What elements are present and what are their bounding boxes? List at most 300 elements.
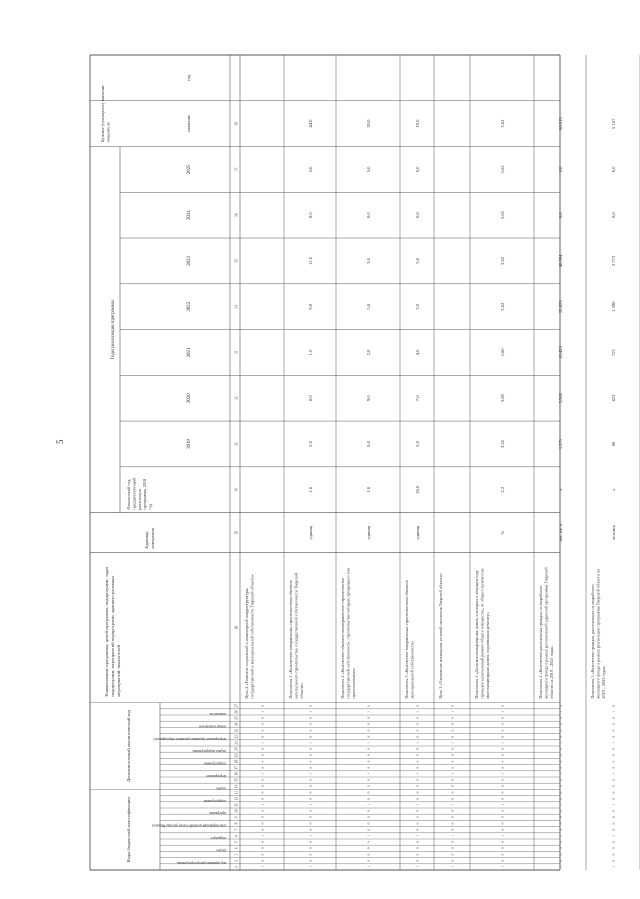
code-header-label: задача	[216, 786, 226, 791]
code-header-label: классификация целевой статьи расхода бюджета	[151, 823, 226, 828]
code-digit: 0	[366, 779, 371, 781]
code-digit: 0	[558, 717, 563, 719]
code-digit: 0	[500, 704, 505, 707]
code-digit: 1	[450, 804, 455, 806]
column-number: 29	[234, 530, 239, 535]
code-digit: 1	[450, 835, 455, 837]
code-digit: 1	[366, 804, 371, 806]
row-value: 3,62	[500, 211, 505, 220]
row-value: 5,0	[366, 303, 371, 310]
code-digit: 0	[308, 779, 313, 781]
code-digit: 0	[308, 785, 313, 788]
row-value: 1,0	[308, 349, 313, 356]
code-digit: 0	[500, 785, 505, 788]
code-digit: 0	[308, 791, 313, 794]
code-digit: 0	[558, 766, 563, 769]
row-value: 721	[611, 348, 616, 356]
code-digit: 0	[308, 841, 313, 843]
row-name: проведен капитальный ремонт общего имущества, от общего количества	[479, 568, 485, 699]
row-value: 18,0	[415, 485, 420, 494]
code-digit: 0	[260, 766, 265, 769]
code-digit: 1	[500, 866, 505, 868]
header-year-2024: 2024	[187, 210, 192, 220]
code-digit: 0	[500, 748, 505, 750]
code-digit: 1	[308, 773, 313, 775]
code-digit: 0	[260, 717, 265, 719]
header-name-column: подпрограмм, мероприятий подпрограмм, административных	[110, 575, 115, 697]
row-value: 4,0	[415, 349, 420, 356]
code-digit: 0	[558, 828, 563, 831]
code-digit: 0	[366, 723, 371, 726]
column-number: 26	[234, 710, 239, 714]
row-unit: единиц	[366, 525, 371, 540]
code-digit: 0	[500, 810, 505, 812]
code-digit: 0	[500, 735, 505, 738]
header-name-column: Наименование программы, целей программы, подпрограмм, задач	[104, 566, 109, 697]
column-number: 7	[234, 828, 239, 831]
code-digit: 0	[558, 785, 563, 788]
row-value: 5,0	[366, 166, 371, 173]
code-digit: 0	[415, 822, 420, 825]
row-name: многоквартирных домов, подлежащих ремонту»	[484, 612, 490, 699]
code-digit: 1	[415, 742, 420, 744]
column-number: 28	[234, 625, 239, 630]
code-digit: 0	[450, 841, 455, 843]
row-value: 1,0	[308, 486, 313, 493]
column-number: 22	[234, 734, 239, 739]
table-rotated-group	[90, 55, 640, 870]
column-number: 30	[234, 487, 239, 492]
code-digit: 0	[500, 828, 505, 831]
column-number: 35	[234, 259, 239, 263]
code-digit: 0	[415, 766, 420, 769]
code-digit: 0	[611, 760, 616, 763]
header-fin-year: реализации	[136, 489, 142, 510]
code-digit: 0	[260, 828, 265, 831]
code-digit: 0	[366, 717, 371, 719]
code-digit: 0	[415, 717, 420, 719]
code-digit: 1	[500, 804, 505, 806]
column-number: 27	[234, 703, 239, 708]
column-number: 2	[234, 859, 239, 862]
code-digit: 0	[611, 816, 616, 819]
row-name: области»	[298, 682, 304, 699]
code-digit: 0	[558, 822, 563, 825]
code-digit: 0	[260, 754, 265, 757]
code-digit: 0	[558, 754, 563, 757]
code-digit: 0	[260, 847, 265, 850]
code-digit: 0	[611, 723, 616, 726]
code-digit: 0	[415, 735, 420, 738]
code-digit: 1	[558, 835, 563, 837]
row-value: 9,0	[308, 303, 313, 310]
code-digit: 0	[415, 847, 420, 850]
code-digit: 0	[450, 754, 455, 757]
code-digit: 1	[260, 866, 265, 868]
code-digit: 1	[500, 711, 505, 713]
header-year-2025: 2025	[187, 164, 192, 175]
row-value: х	[558, 488, 563, 491]
code-digit: 1	[558, 804, 563, 806]
code-digit: 0	[260, 841, 265, 843]
code-digit: 0	[366, 810, 371, 812]
rotated-table-sheet	[90, 55, 616, 870]
code-digit: 0	[450, 847, 455, 850]
row-value: 22,823	[558, 300, 563, 314]
code-digit: 0	[260, 816, 265, 819]
code-digit: 0	[611, 828, 616, 831]
code-digit: 0	[308, 704, 313, 707]
code-digit: 0	[558, 853, 563, 856]
row-value: 0,0	[611, 212, 616, 219]
code-digit: 1	[611, 804, 616, 806]
code-digit: 0	[308, 816, 313, 819]
code-digit: 0	[450, 735, 455, 738]
row-name: области на 2019 – 2025 годы»	[548, 645, 554, 699]
column-number: 1	[234, 866, 239, 868]
code-digit: 0	[611, 766, 616, 769]
header-unit-column: измерения	[150, 528, 155, 549]
code-digit: 1	[558, 742, 563, 744]
code-digit: 1	[500, 773, 505, 775]
code-digit: 0	[260, 810, 265, 812]
code-digit: 0	[450, 766, 455, 769]
code-digit: 0	[611, 735, 616, 738]
code-digit: 0	[415, 779, 420, 781]
column-number: 37	[234, 167, 239, 172]
code-digit: 0	[308, 828, 313, 831]
header-target-year: год	[186, 74, 191, 82]
code-digit: 0	[450, 704, 455, 707]
code-digit: 0	[558, 841, 563, 843]
code-digit: 1	[415, 835, 420, 837]
row-name: Показатель 2 «Количество объектов незавершенного строительства	[340, 578, 345, 699]
code-digit: 0	[611, 785, 616, 788]
code-digit: 0	[611, 847, 616, 850]
row-value: 2,0	[308, 441, 313, 447]
code-digit: 1	[611, 835, 616, 837]
code-digit: 1	[308, 742, 313, 744]
code-digit: 1	[260, 835, 265, 837]
code-digit: 1	[308, 866, 313, 868]
row-value: 0,0	[558, 166, 563, 173]
row-value: х	[611, 488, 616, 491]
budget-table	[90, 55, 616, 870]
column-number: 9	[234, 816, 239, 819]
row-target-value: 39,0	[366, 119, 371, 128]
column-number: 24	[234, 722, 239, 727]
row-name: приостановлено»	[350, 667, 356, 699]
header-target-group: Целевое (суммарное) значение	[100, 84, 105, 143]
row-value: 1,271	[558, 438, 563, 450]
code-digit: 0	[611, 797, 616, 800]
code-digit: 0	[415, 760, 420, 763]
code-header-label: раздел	[216, 848, 226, 853]
row-name: Показатель 3 «Количество завершенных строительством объектов	[404, 580, 409, 699]
code-digit: 0	[500, 717, 505, 719]
code-digit: 0	[366, 828, 371, 831]
code-digit: 1	[611, 773, 616, 775]
code-digit: 0	[260, 797, 265, 800]
row-value: 48,994	[558, 254, 563, 268]
row-name: государственной собственности, строительство которых прекращено или	[345, 567, 351, 699]
code-digit: 1	[611, 742, 616, 744]
code-digit: 0	[260, 791, 265, 794]
column-number: 34	[234, 304, 239, 309]
code-digit: 0	[500, 791, 505, 794]
code-digit: 1	[415, 866, 420, 868]
code-digit: 0	[450, 859, 455, 862]
page-number: 5	[55, 439, 65, 444]
row-value: 0,0	[366, 212, 371, 219]
code-digit: 0	[260, 748, 265, 750]
code-header-label: номер показателя	[199, 724, 226, 729]
code-digit: 0	[450, 723, 455, 726]
row-target-value: 19,0	[415, 119, 420, 128]
code-digit: 1	[415, 773, 420, 775]
code-digit: 0	[450, 810, 455, 812]
code-digit: 0	[558, 816, 563, 819]
code-header-label: показатель	[209, 712, 226, 716]
column-number: 25	[234, 716, 239, 720]
row-value: 11,0	[308, 256, 313, 265]
header-year-2020: 2020	[187, 393, 192, 403]
code-digit: 0	[558, 760, 563, 763]
code-digit: 0	[308, 822, 313, 825]
row-name: Показатель 1 «Доля многоквартирных домов, в которых в текущем году	[474, 570, 479, 699]
code-header-label: код администратора программы	[177, 860, 226, 865]
row-value: 0,0	[558, 212, 563, 219]
code-digit: 0	[260, 853, 265, 856]
row-target-value: 88,913	[558, 117, 563, 130]
row-value: 68	[611, 441, 616, 447]
code-digit: 1	[558, 711, 563, 713]
code-header-label: задача подпрограммы	[192, 749, 226, 754]
header-budget-codes: Коды бюджетной классификации	[126, 797, 131, 863]
header-fin-year: год	[147, 503, 153, 510]
code-digit: 0	[260, 785, 265, 788]
header-fin-year: Финансовый год,	[126, 478, 131, 510]
code-digit: 0	[500, 859, 505, 862]
code-digit: 0	[558, 704, 563, 707]
code-digit: 0	[308, 859, 313, 862]
code-digit: 0	[260, 779, 265, 781]
code-digit: 0	[415, 797, 420, 800]
code-digit: 0	[260, 760, 265, 763]
code-digit: 0	[308, 748, 313, 750]
code-digit: 0	[415, 723, 420, 726]
column-number: 32	[234, 396, 239, 400]
row-name: Показатель 2 «Количество расселенных граждан из аварийного	[538, 585, 543, 699]
code-digit: 0	[450, 853, 455, 856]
code-digit: 0	[366, 729, 371, 732]
code-digit: 0	[500, 729, 505, 732]
row-value: 2,0	[366, 349, 371, 356]
row-value: 3,60	[500, 394, 505, 403]
row-name: жилищного фонда в рамках реализации программы Тверской области на	[595, 568, 601, 699]
row-value: 423	[611, 394, 616, 402]
column-number: 36	[234, 213, 239, 217]
column-number: 33	[234, 350, 239, 355]
code-digit: 0	[366, 791, 371, 794]
code-digit: 1	[500, 835, 505, 837]
code-digit: 0	[450, 816, 455, 819]
row-value: 9,0	[366, 395, 371, 402]
row-name: 2019 – 2025 годы»	[600, 665, 606, 699]
code-digit: 0	[611, 704, 616, 707]
code-digit: 0	[308, 717, 313, 719]
code-digit: 0	[450, 779, 455, 781]
column-number: 16	[234, 772, 239, 776]
code-digit: 0	[450, 822, 455, 825]
row-value: 0,0	[415, 166, 420, 173]
code-digit: 0	[558, 797, 563, 800]
code-digit: 1	[260, 773, 265, 775]
row-value: 5,562	[558, 393, 563, 404]
row-unit: единиц	[308, 525, 313, 540]
code-digit: 0	[415, 729, 420, 732]
column-number: 3	[234, 853, 239, 856]
row-unit: единиц	[415, 525, 420, 540]
code-digit: 0	[415, 853, 420, 856]
code-digit: 1	[366, 773, 371, 775]
code-digit: 0	[415, 859, 420, 862]
row-target-value: 3,62	[500, 119, 505, 128]
code-digit: 0	[308, 847, 313, 850]
code-digit: 0	[260, 859, 265, 862]
code-digit: 0	[415, 841, 420, 843]
header-fin-year: предшествующий	[131, 477, 137, 510]
column-number: 12	[234, 796, 239, 801]
row-unit: человек	[611, 525, 616, 540]
row-name: Показатель 1 «Количество завершенных строительством объектов	[288, 580, 293, 699]
code-digit: 0	[366, 841, 371, 843]
header-years-group: Годы реализации программы	[111, 299, 116, 360]
row-name: жилищного фонда в рамках региональной адресной программы Тверской	[543, 567, 549, 699]
code-digit: 0	[366, 822, 371, 825]
code-digit: 1	[366, 866, 371, 868]
code-digit: 0	[415, 754, 420, 757]
row-value: 3,62	[500, 165, 505, 174]
code-digit: 0	[366, 859, 371, 862]
code-digit: 0	[558, 810, 563, 812]
row-value: 3,0	[415, 303, 420, 310]
row-unit: %	[500, 530, 505, 535]
code-digit: 0	[415, 828, 420, 831]
row-value: 3,0	[366, 258, 371, 264]
code-digit: 0	[415, 748, 420, 750]
code-digit: 0	[611, 779, 616, 781]
code-digit: 0	[611, 748, 616, 750]
row-name: Показатель 3 «Количество граждан, расселенных из аварийного	[590, 584, 595, 699]
header-year-2021: 2021	[187, 347, 192, 358]
column-number: 8	[234, 822, 239, 825]
row-value: 7,0	[415, 395, 420, 402]
row-value: 5,0	[308, 166, 313, 173]
row-value: 2 773	[611, 255, 616, 267]
header-year-2019: 2019	[187, 439, 192, 449]
code-digit: 1	[558, 773, 563, 775]
row-name: Цель 2 «Развитие социальной и инженерной инфраструктуры	[244, 588, 249, 699]
code-digit: 0	[500, 754, 505, 757]
code-digit: 0	[611, 822, 616, 825]
code-digit: 0	[366, 754, 371, 757]
code-digit: 0	[558, 859, 563, 862]
code-digit: 0	[308, 723, 313, 726]
header-analytic-code: Дополнительный аналитический код	[126, 709, 131, 783]
code-digit: 0	[611, 859, 616, 862]
code-digit: 0	[308, 853, 313, 856]
code-digit: 0	[415, 791, 420, 794]
code-digit: 1	[611, 711, 616, 713]
code-digit: 0	[611, 754, 616, 757]
code-digit: 0	[366, 766, 371, 769]
code-digit: 1	[366, 711, 371, 713]
code-digit: 0	[415, 704, 420, 707]
header-target-group: показателя	[105, 122, 111, 143]
row-value: 3,62	[500, 256, 505, 265]
row-value: 8,0	[308, 395, 313, 402]
header-year-2023: 2023	[187, 256, 192, 266]
header-fin-year: программы, 2018	[142, 478, 148, 510]
code-digit: 0	[500, 797, 505, 800]
code-header-label: программа	[209, 811, 226, 816]
code-digit: 0	[611, 853, 616, 856]
column-number: 4	[234, 847, 239, 850]
code-digit: 0	[558, 791, 563, 794]
row-unit: тыс. кв. м	[558, 523, 563, 542]
code-digit: 0	[308, 810, 313, 812]
code-digit: 1	[366, 835, 371, 837]
code-digit: 0	[500, 853, 505, 856]
code-digit: 0	[500, 723, 505, 726]
column-number: 38	[234, 121, 239, 126]
code-digit: 0	[500, 779, 505, 781]
column-number: 31	[234, 442, 239, 446]
row-value: 0,0	[366, 441, 371, 447]
code-digit: 0	[308, 797, 313, 800]
column-number: 23	[234, 728, 239, 733]
code-digit: 1	[260, 742, 265, 744]
code-digit: 0	[500, 766, 505, 769]
row-value: 3,62	[500, 439, 505, 448]
code-digit: 0	[260, 723, 265, 726]
code-digit: 1	[415, 804, 420, 806]
code-header-label: подраздел	[210, 836, 226, 840]
code-header-label: мероприятие (административное мероприятие)	[153, 736, 226, 741]
code-digit: 0	[366, 735, 371, 738]
code-digit: 1	[611, 866, 616, 868]
code-digit: 0	[260, 735, 265, 738]
column-number: 15	[234, 778, 239, 782]
code-header-label: подпрограмма	[204, 798, 226, 803]
code-digit: 0	[611, 841, 616, 843]
code-digit: 0	[260, 729, 265, 732]
code-digit: 0	[366, 785, 371, 788]
row-value: 0,0	[611, 166, 616, 173]
code-digit: 0	[450, 760, 455, 763]
code-digit: 0	[366, 704, 371, 707]
code-digit: 0	[558, 729, 563, 732]
header-year-2022: 2022	[187, 301, 192, 312]
code-digit: 0	[450, 791, 455, 794]
column-number: 18	[234, 759, 239, 764]
code-digit: 0	[366, 853, 371, 856]
code-digit: 0	[500, 760, 505, 763]
row-value: 1,0	[366, 486, 371, 493]
code-digit: 1	[450, 866, 455, 868]
header-name-column: мероприятий, показателей	[116, 644, 121, 697]
